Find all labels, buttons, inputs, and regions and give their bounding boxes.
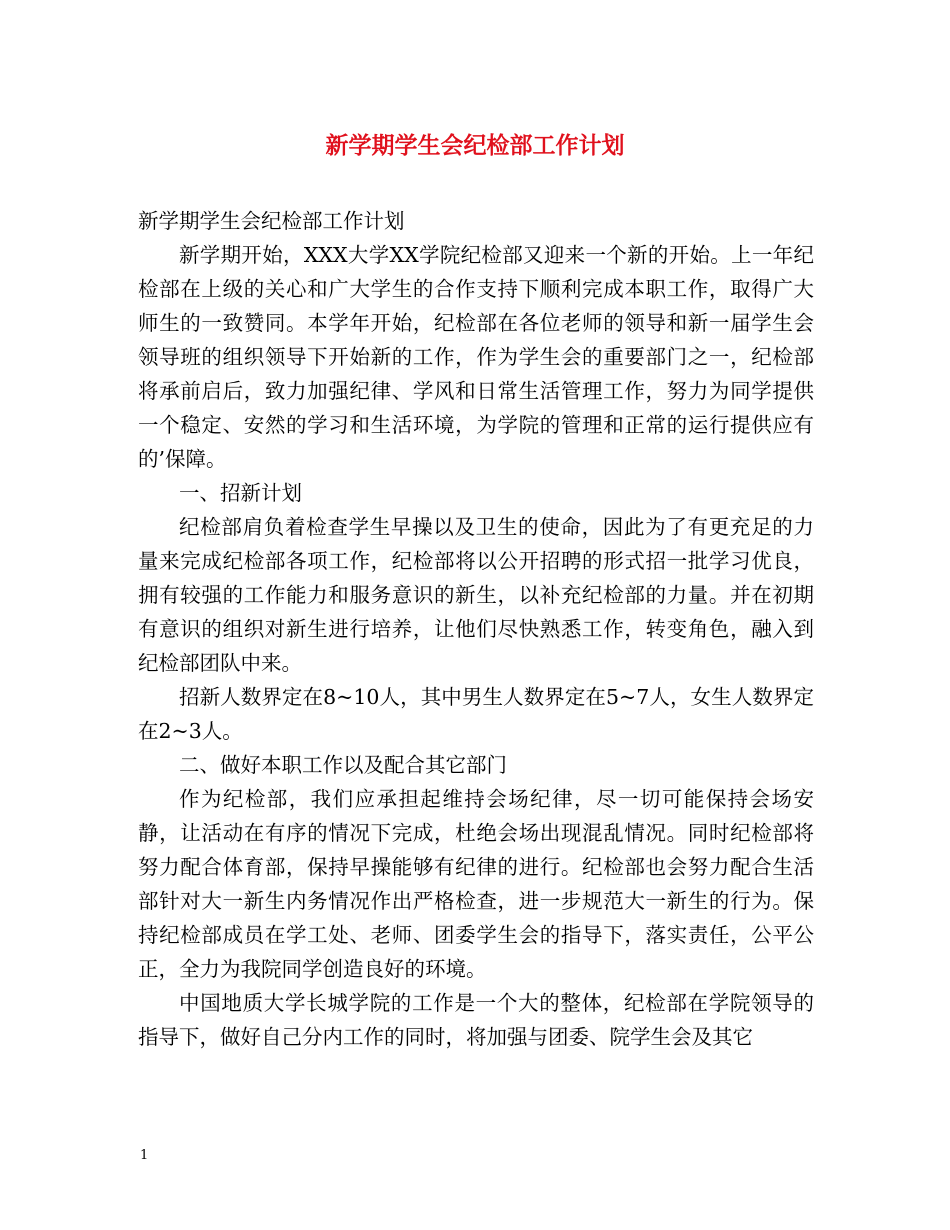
- document-title: 新学期学生会纪检部工作计划: [325, 132, 625, 159]
- paragraph-recruitment-numbers: 招新人数界定在8~10人，其中男生人数界定在5~7人，女生人数界定在2~3人。: [138, 685, 814, 743]
- section-heading-recruitment: 一、招新计划: [179, 481, 302, 505]
- paragraph-recruitment: 纪检部肩负着检查学生早操以及卫生的使命，因此为了有更充足的力量来完成纪检部各项工作，纪检部将以公开招聘的形式招一批学习优良，拥有较强的工作能力和服务意识的新生，以补充纪检部的力量。并在初期有意识的组织对新生进行培养，让他们尽快熟悉工作，转变角色，融入到纪检部团队中来。: [138, 515, 814, 675]
- subtitle-line: 新学期学生会纪检部工作计划: [138, 209, 405, 233]
- document-body: [138, 204, 814, 1054]
- paragraph-intro: 新学期开始，XXX大学XX学院纪检部又迎来一个新的开始。上一年纪检部在上级的关心和广大学生的合作支持下顺利完成本职工作，取得广大师生的一致赞同。本学年开始，纪检部在各位老师的领导和新一届学生会领导班的组织领导下开始新的工作，作为学生会的重要部门之一，纪检部将承前启后，致力加强纪律、学风和日常生活管理工作，努力为同学提供一个稳定、安然的学习和生活环境，为学院的管理和正常的运行提供应有的’保障。: [138, 243, 814, 471]
- page-number: 1: [140, 1148, 149, 1163]
- paragraph-duties: 作为纪检部，我们应承担起维持会场纪律，尽一切可能保持会场安静，让活动在有序的情况下完成，杜绝会场出现混乱情况。同时纪检部将努力配合体育部，保持早操能够有纪律的进行。纪检部也会努力配合生活部针对大一新生内务情况作出严格检查，进一步规范大一新生的行为。保持纪检部成员在学工处、老师、团委学生会的指导下，落实责任，公平公正，全力为我院同学创造良好的环境。: [138, 787, 814, 981]
- paragraph-cooperation: 中国地质大学长城学院的工作是一个大的整体，纪检部在学院领导的指导下，做好自己分内工作的同时，将加强与团委、院学生会及其它: [138, 991, 814, 1049]
- section-heading-duties: 二、做好本职工作以及配合其它部门: [179, 753, 507, 777]
